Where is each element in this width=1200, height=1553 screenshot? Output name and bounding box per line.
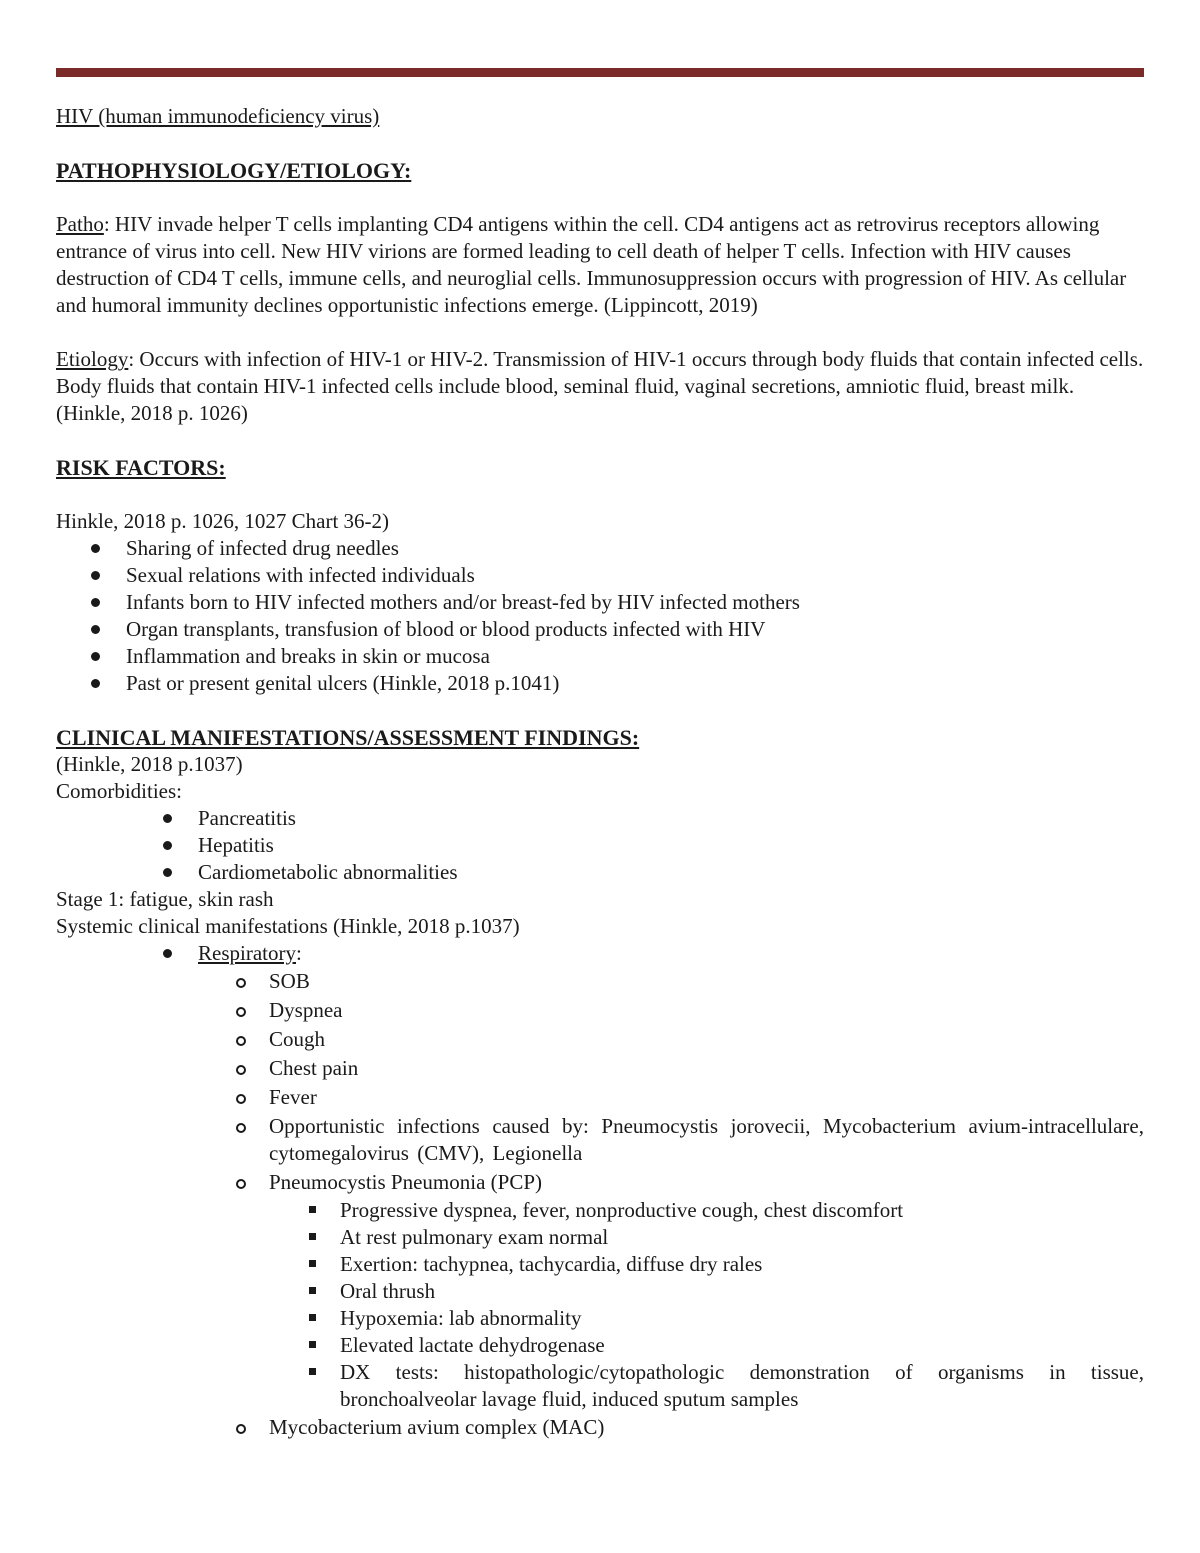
patho-label: Patho bbox=[56, 212, 104, 236]
risk-heading: RISK FACTORS: bbox=[56, 455, 226, 480]
list-item: Pancreatitis bbox=[56, 805, 1144, 832]
systemic-label: Systemic clinical manifestations (Hinkle, 2018 p.1037) bbox=[56, 914, 520, 938]
list-item: Opportunistic infections caused by: Pneumocystis jorovecii, Mycobacterium avium-intracellulare, cytomegalovirus (CMV), Legionella bbox=[56, 1112, 1144, 1168]
list-item: Hypoxemia: lab abnormality bbox=[56, 1305, 1144, 1332]
list-item: Fever bbox=[56, 1083, 1144, 1112]
patho-heading: PATHOPHYSIOLOGY/ETIOLOGY: bbox=[56, 158, 412, 183]
list-item: Chest pain bbox=[56, 1054, 1144, 1083]
respiratory-item bbox=[56, 940, 1144, 967]
list-item: Elevated lactate dehydrogenase bbox=[56, 1332, 1144, 1359]
risk-list bbox=[56, 535, 1144, 697]
list-item: Exertion: tachypnea, tachycardia, diffuse dry rales bbox=[56, 1251, 1144, 1278]
risk-source: Hinkle, 2018 p. 1026, 1027 Chart 36-2) bbox=[56, 509, 390, 533]
list-item: Sexual relations with infected individuals bbox=[56, 562, 1144, 589]
list-item: Infants born to HIV infected mothers and/or breast-fed by HIV infected mothers bbox=[56, 589, 1144, 616]
systemic-list bbox=[56, 940, 1144, 967]
list-item: Dyspnea bbox=[56, 996, 1144, 1025]
stage1-text: Stage 1: fatigue, skin rash bbox=[56, 887, 274, 911]
list-item: SOB bbox=[56, 967, 1144, 996]
comorbidities-label: Comorbidities: bbox=[56, 779, 182, 803]
list-item: Hepatitis bbox=[56, 832, 1144, 859]
etiology-label: Etiology bbox=[56, 347, 129, 371]
patho-paragraph bbox=[56, 211, 1144, 319]
list-item: Oral thrush bbox=[56, 1278, 1144, 1305]
list-item: Past or present genital ulcers (Hinkle, 2018 p.1041) bbox=[56, 670, 1144, 697]
respiratory-label: Respiratory bbox=[198, 941, 296, 965]
etiology-text: : Occurs with infection of HIV-1 or HIV-2. Transmission of HIV-1 occurs through body fluids that contain infected cells. Body fluids that contain HIV-1 infected cells include blood, seminal fluid, vaginal secretions, amniotic fluid, breast milk. (Hinkle, 2018 p. 1026) bbox=[56, 347, 1144, 425]
document-body bbox=[56, 103, 1144, 1442]
clinical-source: (Hinkle, 2018 p.1037) bbox=[56, 752, 243, 776]
comorbidities-list bbox=[56, 805, 1144, 886]
respiratory-list bbox=[56, 967, 1144, 1197]
list-item: Pneumocystis Pneumonia (PCP) bbox=[56, 1168, 1144, 1197]
header-rule bbox=[56, 68, 1144, 77]
clinical-heading: CLINICAL MANIFESTATIONS/ASSESSMENT FINDINGS: bbox=[56, 725, 640, 750]
list-item: Sharing of infected drug needles bbox=[56, 535, 1144, 562]
list-item: Inflammation and breaks in skin or mucosa bbox=[56, 643, 1144, 670]
list-item: Progressive dyspnea, fever, nonproductive cough, chest discomfort bbox=[56, 1197, 1144, 1224]
list-item: At rest pulmonary exam normal bbox=[56, 1224, 1144, 1251]
list-item: Mycobacterium avium complex (MAC) bbox=[56, 1413, 1144, 1442]
mac-list bbox=[56, 1413, 1144, 1442]
patho-text: : HIV invade helper T cells implanting CD4 antigens within the cell. CD4 antigens act as retrovirus receptors allowing entrance of virus into cell. New HIV virions are formed leading to cell death of helper T cells. Infection with HIV causes destruction of CD4 T cells, immune cells, and neuroglial cells. Immunosuppression occurs with progression of HIV. As cellular and humoral immunity declines opportunistic infections emerge. (Lippincott, 2019) bbox=[56, 212, 1127, 317]
list-item: Cardiometabolic abnormalities bbox=[56, 859, 1144, 886]
list-item: DX tests: histopathologic/cytopathologic demonstration of organisms in tissue, bronchoalveolar lavage fluid, induced sputum samples bbox=[56, 1359, 1144, 1413]
list-item: Cough bbox=[56, 1025, 1144, 1054]
document-title: HIV (human immunodeficiency virus) bbox=[56, 104, 380, 128]
respiratory-colon: : bbox=[295, 941, 302, 965]
list-item: Organ transplants, transfusion of blood or blood products infected with HIV bbox=[56, 616, 1144, 643]
pcp-list bbox=[56, 1197, 1144, 1413]
etiology-paragraph bbox=[56, 346, 1144, 427]
